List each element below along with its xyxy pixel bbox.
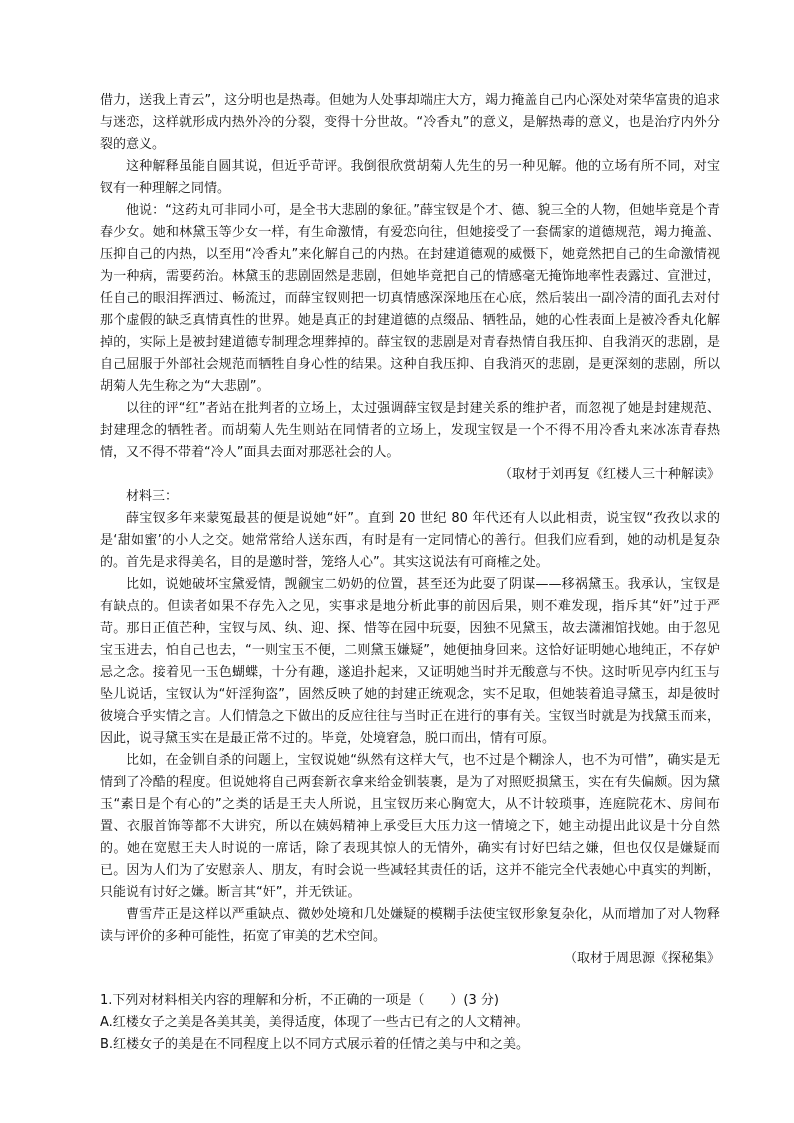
- paragraph: 这种解释虽能自圆其说，但近乎苛评。我倒很欣赏胡菊人先生的另一种见解。他的立场有所不同，对宝钗有一种理解之同情。: [100, 159, 720, 196]
- question-block: [100, 990, 720, 1056]
- source-citation: （取材于周思源《探秘集》: [563, 951, 720, 966]
- section-heading: 材料三：: [126, 489, 179, 504]
- document-page: [100, 90, 720, 1056]
- option-a: A.红楼女子之美是各美其美，美得适度，体现了一些古已有之的人文精神。: [100, 1015, 529, 1030]
- option-b: B.红楼女子的美是在不同程度上以不同方式展示着的任情之美与中和之美。: [100, 1037, 530, 1052]
- paragraph: 曹雪芹正是这样以严重缺点、微妙处境和几处嫌疑的模糊手法使宝钗形象复杂化，从而增加了对人物释读与评价的多种可能性，拓宽了审美的艺术空间。: [100, 907, 720, 944]
- paragraph: 比如，说她破坏宝黛爱情，觊觎宝二奶奶的位置，甚至还为此耍了阴谋——移祸黛玉。我承认，宝钗是有缺点的。但读者如果不存先入之见，实事求是地分析此事的前因后果，则不难发现，指斥其“奸”过于严苛。那日正值芒种，宝钗与凤、纨、迎、探、惜等在园中玩耍，因独不见黛玉，故去潇湘馆找她。由于忽见宝玉进去，怕自己也去，“一则宝玉不便，二则黛玉嫌疑”，她便抽身回来。这恰好证明她心地纯正，不存妒忌之念。接着见一玉色蝴蝶，十分有趣，遂追扑起来，又证明她当时并无酸意与不快。这时听见亭内红玉与坠儿说话，宝钗认为“奸淫狗盗”，固然反映了她的封建正统观念，实不足取，但她装着追寻黛玉，却是彼时彼境合乎实情之言。人们情急之下做出的反应往往与当时正在进行的事有关。宝钗当时就是为找黛玉而来，因此，说寻黛玉实在是最正常不过的。毕竟，处境窘急，脱口而出，情有可原。: [100, 577, 720, 746]
- paragraph: 比如，在金钏自杀的问题上，宝钗说她“纵然有这样大气，也不过是个糊涂人，也不为可惜”，确实是无情到了冷酷的程度。但说她将自己两套新衣拿来给金钏装裹，是为了对照贬损黛玉，实在有失偏颇。因为黛玉“素日是个有心的”之类的话是王夫人所说，且宝钗历来心胸宽大，从不计较琐事，连庭院花木、房间布置、衣服首饰等都不大讲究，所以在姨妈精神上承受巨大压力这一情境之下，她主动提出此议是十分自然的。她在宽慰王夫人时说的一席话，除了表现其惊人的无情外，确实有讨好巴结之嫌，但也仅仅是嫌疑而已。因为人们为了安慰亲人、朋友，有时会说一些减轻其责任的话，这并不能完全代表她心中真实的判断，只能说有讨好之嫌。断言其“奸”，并无铁证。: [100, 753, 720, 900]
- paragraph: 薛宝钗多年来蒙冤最甚的便是说她“奸”。直到 20 世纪 80 年代还有人以此相责，说宝钗“孜孜以求的是‘甜如蜜’的小人之交。她常常给人送东西，有时是有一定同情心的善行。但我们应看到，她的动机是复杂的。首先是求得美名，目的是邀时誉，笼络人心”。其实这说法有可商榷之处。: [100, 511, 720, 570]
- source-citation: （取材于刘再复《红楼人三十种解读》: [498, 467, 720, 482]
- spacer: [100, 970, 720, 990]
- paragraph-continued: 借力，送我上青云”，这分明也是热毒。但她为人处事却端庄大方，竭力掩盖自己内心深处对荣华富贵的追求与迷恋，这样就形成内热外冷的分裂，变得十分世故。“冷香丸”的意义，是解热毒的意义，也是治疗内外分裂的意义。: [100, 93, 720, 152]
- paragraph: 他说：“这药丸可非同小可，是全书大悲剧的象征。”薛宝钗是个才、德、貌三全的人物，但她毕竟是个青春少女。她和林黛玉等少女一样，有生命激情，有爱恋向往，但她接受了一套儒家的道德规范，竭力掩盖、压抑自己的内热，以至用“冷香丸”来化解自己的内热。在封建道德观的威慑下，她竟然把自己的生命激情视为一种病，需要药治。林黛玉的悲剧固然是悲剧，但她毕竟把自己的情感毫无掩饰地率性表露过、宣泄过，任自己的眼泪挥洒过、畅流过，而薛宝钗则把一切真情感深深地压在心底，然后装出一副冷清的面孔去对付那个虚假的缺乏真情真性的世界。她是真正的封建道德的点缀品、牺牲品，她的心性表面上是被冷香丸化解掉的，实际上是被封建道德专制理念埋葬掉的。薛宝钗的悲剧是对青春热情自我压抑、自我消灭的悲剧，是自己屈服于外部社会规范而牺牲自身心性的结果。这种自我压抑、自我消灭的悲剧，是更深刻的悲剧，所以胡菊人先生称之为“大悲剧”。: [100, 203, 720, 394]
- question-stem: 1.下列对材料相关内容的理解和分析，不正确的一项是（ ）(3 分): [100, 993, 499, 1008]
- paragraph: 以往的评“红”者站在批判者的立场上，太过强调薛宝钗是封建关系的维护者，而忽视了她是封建规范、封建理念的牺牲者。而胡菊人先生则站在同情者的立场上，发现宝钗是一个不得不用冷香丸来冰冻青春热情，又不得不带着“冷人”面具去面对那恶社会的人。: [100, 401, 720, 460]
